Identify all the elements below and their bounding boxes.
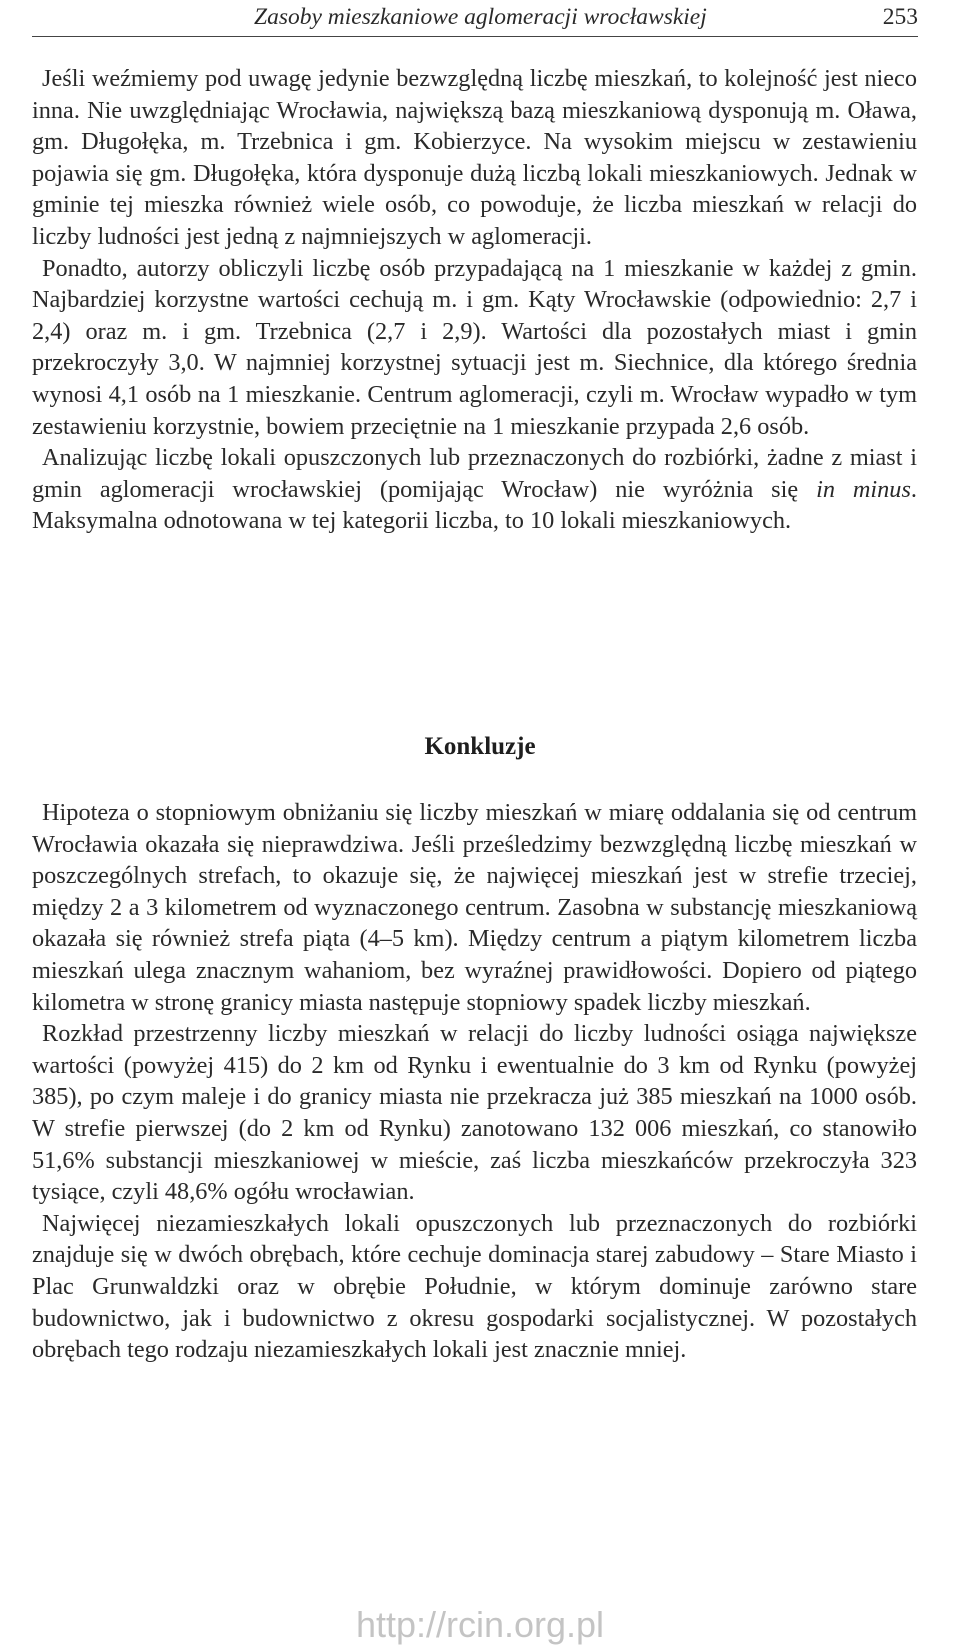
body-text-section-1 <box>32 63 917 537</box>
section-heading: Konkluzje <box>424 733 536 760</box>
body-text-section-2 <box>32 797 917 1366</box>
watermark: http://rcin.org.pl <box>355 1604 605 1645</box>
running-head-title: Zasoby mieszkaniowe aglomeracji wrocławskiej <box>254 4 707 30</box>
italic-phrase: in minus <box>816 475 911 503</box>
paragraph: Ponadto, autorzy obliczyli liczbę osób przypadającą na 1 mieszkanie w każdej z gmin. Najbardziej korzystne wartości cechują m. i gm. Kąty Wrocławskie (odpowiednio: 2,7 i 2,4) oraz m. i gm. Trzebnica (2,7 i 2,9). Wartości dla pozostałych miast i gmin przekroczyły 3,0. W najmniej korzystnej sytuacji jest m. Siechnice, dla którego średnia wynosi 4,1 osób na 1 mieszkanie. Centrum aglomeracji, czyli m. Wrocław wypadło w tym zestawieniu korzystnie, bowiem przeciętnie na 1 mieszkanie przypada 2,6 osób. <box>32 254 917 440</box>
paragraph: Rozkład przestrzenny liczby mieszkań w relacji do liczby ludności osiąga największe wartości (powyżej 415) do 2 km od Rynku i ewentualnie do 3 km od Rynku (powyżej 385), po czym maleje i do granicy miasta nie przekracza już 385 mieszkań na 1000 osób. W strefie pierwszej (do 2 km od Rynku) zanotowano 132 006 mieszkań, co stanowiło 51,6% substancji mieszkaniowej w mieście, zaś liczba mieszkańców przekroczyła 323 tysiące, czyli 48,6% ogółu wrocławian. <box>32 1020 917 1206</box>
paragraph: Hipoteza o stopniowym obniżaniu się liczby mieszkań w miarę oddalania się od centrum Wrocławia okazała się nieprawdziwa. Jeśli prześledzimy bezwzględną liczbę mieszkań w poszczególnych strefach, to okazuje się, że najwięcej mieszkań jest w strefie trzeciej, między 2 a 3 kilometrem od wyznaczonego centrum. Zasobna w substancję mieszkaniową okazała się również strefa piąta (4–5 km). Między centrum a piątym kilometrem liczba mieszkań ulega znacznym wahaniom, bez wyraźnej prawidłowości. Dopiero od piątego kilometra w stronę granicy miasta następuje stopniowy spadek liczby mieszkań. <box>32 799 917 1016</box>
text-run: . Maksymalna odnotowana w tej kategorii liczba, to 10 lokali mieszkaniowych. <box>32 475 917 535</box>
paragraph <box>32 442 917 537</box>
paragraph: Najwięcej niezamieszkałych lokali opuszczonych lub przeznaczonych do rozbiórki znajduje się w dwóch obrębach, które cechuje dominacja starej zabudowy – Stare Miasto i Plac Grunwaldzki oraz w obrębie Południe, w którym dominuje zarówno stare budownictwo, jak i budownictwo z okresu gospodarki socjalistycznej. W pozostałych obrębach tego rodzaju niezamieszkałych lokali jest znacznie mniej. <box>32 1209 917 1364</box>
page-number: 253 <box>882 4 918 30</box>
paragraph: Jeśli weźmiemy pod uwagę jedynie bezwzględną liczbę mieszkań, to kolejność jest nieco inna. Nie uwzględniając Wrocławia, największą bazą mieszkaniową dysponują m. Oława, gm. Długołęka, m. Trzebnica i gm. Kobierzyce. Na wysokim miejscu w zestawieniu pojawia się gm. Długołęka, która dysponuje dużą liczbą lokali mieszkaniowych. Jednak w gminie tej mieszka również wiele osób, co powoduje, że liczba mieszkań w relacji do liczby ludności jest jedną z najmniejszych w aglomeracji. <box>32 65 917 250</box>
running-head <box>32 2 918 37</box>
text-run: Analizując liczbę lokali opuszczonych lub przeznaczonych do rozbiórki, żadne z miast i gmin aglomeracji wrocławskiej (pomijając Wrocław) nie wyróżnia się <box>32 444 917 503</box>
